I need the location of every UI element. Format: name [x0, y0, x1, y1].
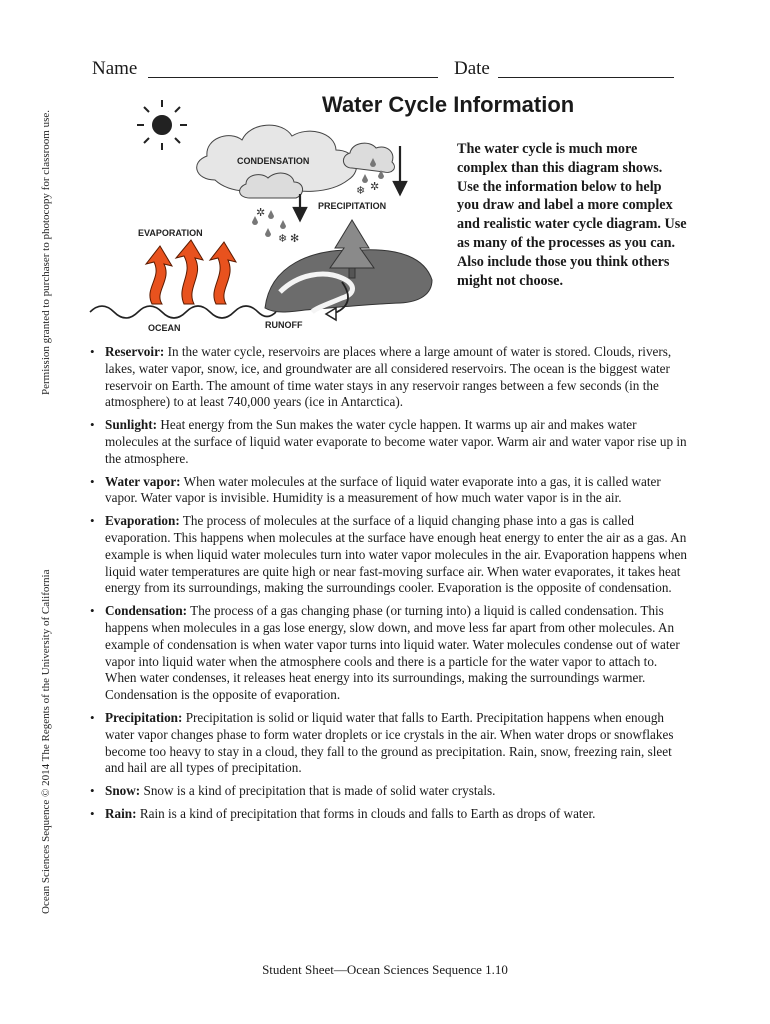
runoff-label: RUNOFF	[265, 320, 303, 330]
term-label: Evaporation:	[105, 513, 180, 529]
bullet-icon: •	[90, 513, 95, 529]
bullet-icon: •	[90, 603, 95, 619]
name-date-row	[92, 58, 682, 82]
list-item	[88, 783, 688, 800]
evaporation-label: EVAPORATION	[138, 228, 203, 238]
list-item	[88, 513, 688, 597]
term-definition: The process of a gas changing phase (or turning into) a liquid is called condensation. This happens when molecules in a gas lose energy, slow down, and move less far apart from other molecules. An example of condensation is when water vapor turns into liquid water. Water molecules condense out of water vapor into liquid water when the atmosphere cools and there is a particle for the water vapor to attach to. When water condenses, it releases heat energy into its surroundings, making the surroundings warmer. Condensation is the opposite of evaporation.	[105, 603, 680, 703]
list-item	[88, 417, 688, 467]
precipitation-label: PRECIPITATION	[318, 201, 387, 211]
sun-icon	[137, 100, 187, 150]
term-label: Condensation:	[105, 603, 188, 619]
term-definition: The process of molecules at the surface of a liquid changing phase into a gas is called evaporation. This happens when molecules at the surface have enough heat energy to enter the air as a gas. An example is when liquid water molecules turn into water vapor molecules in the air. Evaporation happens when liquid water temperatures are quite high or near fast-moving surface air. When water evaporates, it takes heat energy from its surroundings, making the surroundings cooler. Evaporation is the opposite of condensation.	[105, 513, 687, 596]
condensation-label: CONDENSATION	[237, 156, 310, 166]
term-definition: Heat energy from the Sun makes the water cycle happen. It warms up air and makes water molecules at the surface of liquid water evaporate to become water vapor. Warm air and water vapor rise up in the atmosphere.	[105, 417, 687, 466]
term-list	[88, 344, 688, 829]
list-item	[88, 474, 688, 508]
copyright-regents-note: Ocean Sciences Sequence © 2014 The Regents of the University of California	[40, 569, 52, 914]
term-label: Reservoir:	[105, 344, 165, 359]
svg-text:✻: ✻	[290, 232, 300, 245]
svg-text:✲: ✲	[370, 180, 380, 193]
page-footer: Student Sheet—Ocean Sciences Sequence 1.10	[262, 962, 508, 977]
term-definition: When water molecules at the surface of liquid water evaporate into a gas, it is called water vapor. Water vapor is invisible. Humidity is a measurement of how much water vapor is in the air.	[105, 473, 661, 506]
svg-text:❄: ❄	[356, 184, 366, 197]
copyright-permission-note: Permission granted to purchaser to photocopy for classroom use.	[40, 109, 52, 395]
date-blank-line	[498, 77, 674, 78]
term-definition: Snow is a kind of precipitation that is made of solid water crystals.	[140, 783, 496, 799]
name-blank-line	[148, 77, 438, 78]
bullet-icon: •	[90, 805, 95, 821]
bullet-icon: •	[90, 473, 95, 489]
term-label: Snow:	[105, 783, 141, 799]
page-title: Water Cycle Information	[322, 92, 575, 117]
ocean-waves	[90, 306, 276, 318]
term-definition: Precipitation is solid or liquid water that falls to Earth. Precipitation happens when enough water vapor changes phase to form water droplets or ice crystals in the air. When water drops or snowflakes become too heavy to stay in a cloud, they fall to the ground as precipitation. Rain, snow, freezing rain, sleet and hail are all types of precipitation.	[105, 709, 674, 776]
svg-text:✲: ✲	[256, 206, 266, 219]
term-definition: In the water cycle, reservoirs are places where a large amount of water is stored. Clouds, rivers, lakes, water vapor, snow, ice, and groundwater are all considered reservoirs. The ocean is the biggest water reservoir on Earth. The amount of time water stays in any reservoir ranges between a few seconds (in the atmosphere) to at least 740,000 years (ice in Antarctica).	[105, 344, 672, 410]
date-label: Date	[454, 58, 490, 79]
name-label: Name	[92, 58, 138, 79]
bullet-icon: •	[90, 417, 95, 433]
ocean-label: OCEAN	[148, 323, 181, 333]
list-item	[88, 603, 688, 704]
term-label: Precipitation:	[105, 709, 183, 725]
bullet-icon: •	[90, 783, 95, 799]
bullet-icon: •	[90, 709, 95, 725]
list-item	[88, 710, 688, 777]
water-cycle-diagram	[80, 98, 440, 343]
svg-text:❄: ❄	[278, 232, 288, 245]
intro-paragraph: The water cycle is much more complex than this diagram shows. Use the information below to help you draw and label a more complex and realistic water cycle diagram. Use as many of the processes as you can. Also include those you think others might not choose.	[457, 141, 687, 289]
term-definition: Rain is a kind of precipitation that forms in clouds and falls to Earth as drops of water.	[136, 805, 596, 821]
wavy-arrow-icon	[146, 240, 236, 304]
bullet-icon: •	[90, 344, 95, 359]
term-label: Rain:	[105, 805, 137, 821]
list-item	[88, 806, 688, 823]
term-label: Water vapor:	[105, 473, 181, 489]
term-label: Sunlight:	[105, 417, 158, 433]
list-item	[88, 344, 688, 411]
